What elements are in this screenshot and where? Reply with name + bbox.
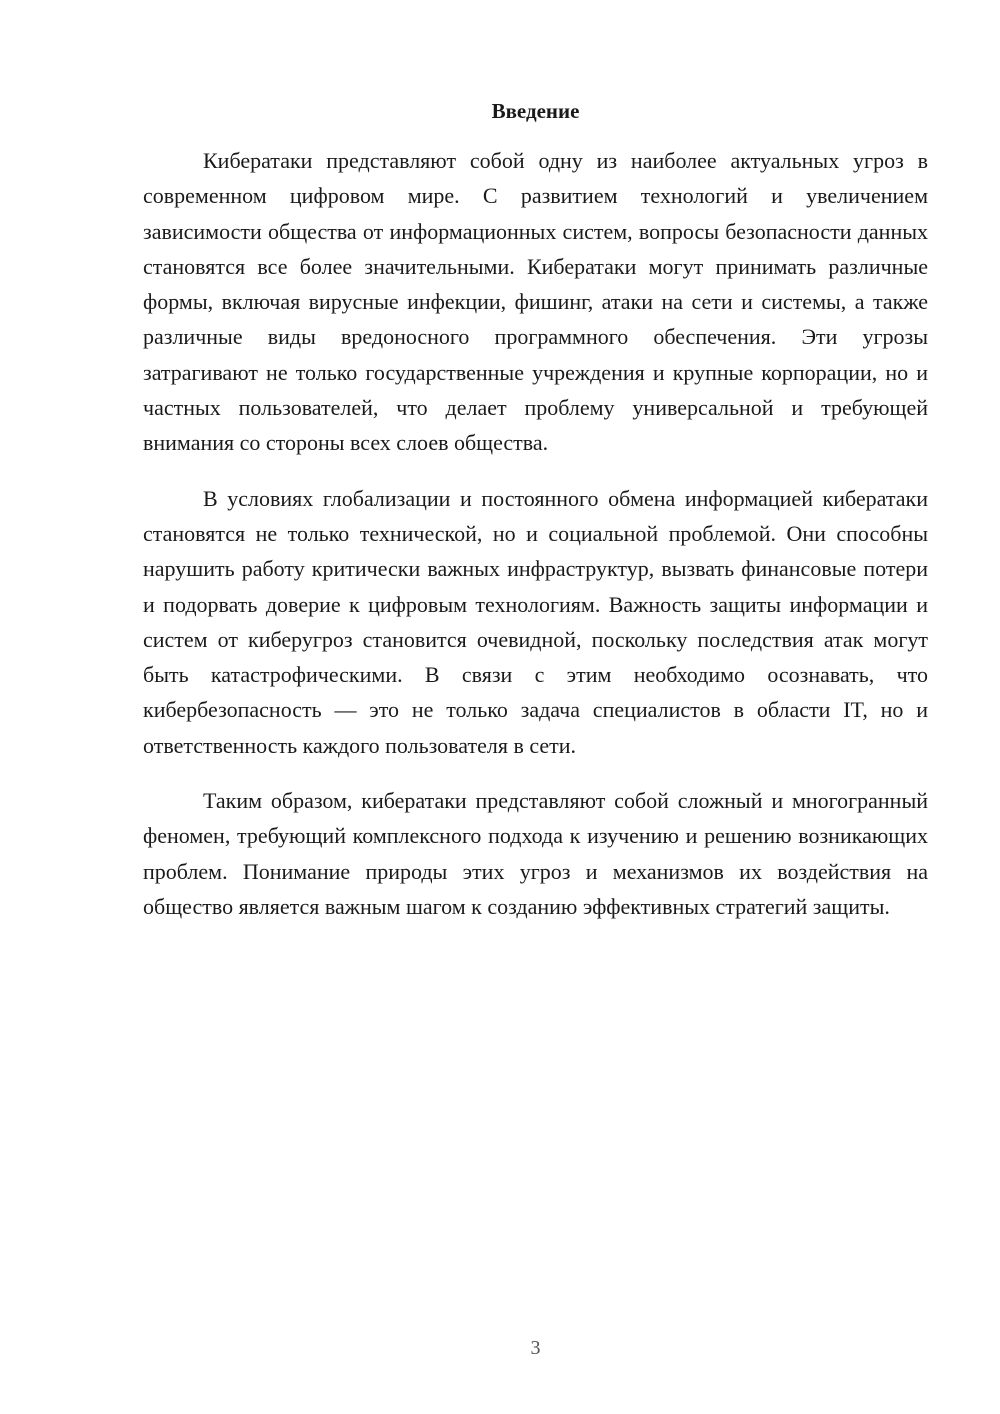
section-heading: Введение (491, 99, 580, 123)
paragraph-1: Кибератаки представляют собой одну из наиболее актуальных угроз в современном цифровом мире. С развитием технологий и увеличением зависимости общества от информационных систем, вопросы безопасности данных становятся все более значительными. Кибератаки могут принимать различные формы, включая вирусные инфекции, фишинг, атаки на сети и системы, а также различные виды вредоносного программного обеспечения. Эти угрозы затрагивают не только государственные учреждения и крупные корпорации, но и частных пользователей, что делает проблему универсальной и требующей внимания со стороны всех слоев общества. (143, 148, 928, 456)
paragraph-3: Таким образом, кибератаки представляют собой сложный и многогранный феномен, требующий комплексного подхода к изучению и решению возникающих проблем. Понимание природы этих угроз и механизмов их воздействия на общество является важным шагом к созданию эффективных стратегий защиты. (143, 788, 928, 919)
body-text (143, 143, 928, 944)
page-number: 3 (530, 1337, 541, 1359)
paragraph-2: В условиях глобализации и постоянного обмена информацией кибератаки становятся не только технической, но и социальной проблемой. Они способны нарушить работу критически важных инфраструктур, вызвать финансовые потери и подорвать доверие к цифровым технологиям. Важность защиты информации и систем от киберугроз становится очевидной, поскольку последствия атак могут быть катастрофическими. В связи с этим необходимо осознавать, что кибербезопасность — это не только задача специалистов в области IT, но и ответственность каждого пользователя в сети. (143, 485, 928, 758)
